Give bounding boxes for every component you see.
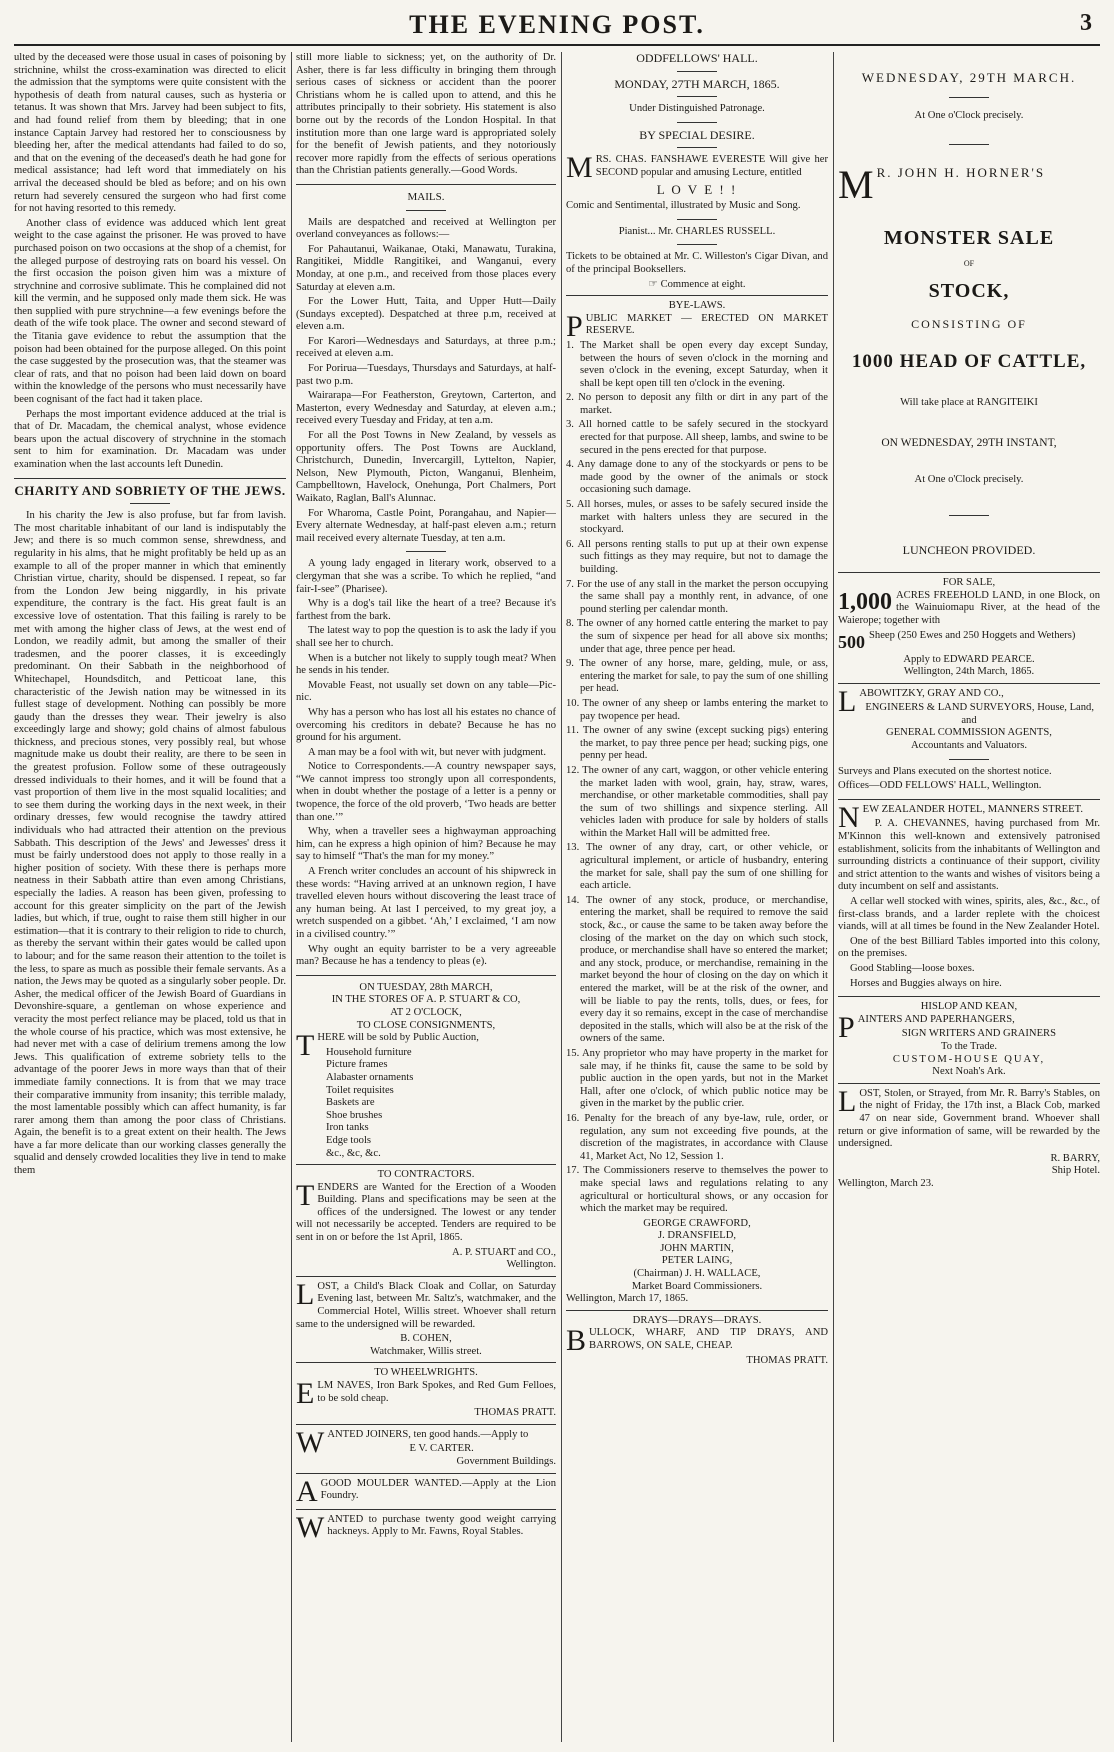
- for-sale-heading: FOR SALE,: [942, 577, 996, 589]
- hotel-horses: Horses and Buggies always on hire.: [850, 977, 1002, 989]
- contractors-ad: [296, 1169, 556, 1277]
- hotel-text: P. A. CHEVANNES, having purchased from Mr. M'Kinnon this well-known and extensively patronised establishment, solicits from the inhabitants of Wellington and surrounding districts a continuance of their support, civility and strict attention to the wants and wishes of visitors being a duty incumbent on self and assistants.: [838, 818, 1100, 893]
- hotel-cellar: A cellar well stocked with wines, spirits, ales, &c., &c., of first-class brands, and a larder replete with the choicest viands, will at all times be found in the New Zealander Hotel.: [838, 896, 1100, 933]
- land-text: ACRES FREEHOLD LAND, in one Block, on the Wainuiomapu River, at the head of the Waierope; together with: [838, 589, 1100, 626]
- misc-item: A French writer concludes an account of his shipwreck in these words: “Having arrived at an unknown region, I have travelled eleven hours without discovering the least trace of any human being. At last I perceived, to my great joy, a wretch suspended on a gibbet. ‘Ah,’ I exclaimed, ‘I am now in a civilised country.’”: [296, 866, 556, 940]
- wheelwrights-signature: THOMAS PRATT.: [474, 1407, 556, 1419]
- sale-date: WEDNESDAY, 29TH MARCH.: [861, 70, 1077, 85]
- miscellany: [296, 558, 556, 968]
- land-apply-date: Wellington, 24th March, 1865.: [903, 666, 1035, 678]
- article-paragraph: In his charity the Jew is also profuse, but far from lavish. The most charitable inhabitant of our land is indisputably the Jew; and there is so much common sense, shrewdness, and regularity in his alms, that he might profitably be held up as an example to all of the proper manner in which that eminently Christian virtue, charity, should be dispensed. I repeat, so far from the London Jew being niggardly, in his private expenditure, the contrary is the fact. His great fault is an excessive love of ostentation. That this failing is rarely to be met with among the higher class of Jews, at the west end of London, we readily admit, but among the smaller of their tradesmen, and the poorer classes, it is exceedingly predominant. On their Sabbath in the neighborhood of Whitechapel, Houndsditch, and Petticoat lane, this characteristic of the Jewish nation may be witnessed in its fullest stage of development. Nothing can possibly be more gaudy than the dresses they wear. Their jewelry is also exceedingly large and showy; gold chains of almost fabulous thickness, and precious stones, very possibly real, but whose magnitude make us doubt their reality, are there to be seen in the greatest profusion. Follow some of these outrageously dressed individuals to their homes, and it will be found that a vast proportion of them live in the most squalid localities; and to see them during the working days in the next week, in their ordinary dresses, few would recognise the tawdry attired individuals who had attracted their attention on the previous Sabbath. This description of the Jews' and Jewesses' dress it must be fairly understood does not apply to those really in a higher position of society. With these there is perhaps more neatness in their Sabbath attire than even among Christians, especially the ladies. A reason has been given, professing to account for this greater simplicity on the part of the Jewish ladies, but which, if true, ought to raise them still higher in our estimation—that it is contrary to their religion to ride to church, as thereby the servant within their gates would be called upon to labour; and for the same reason their attention to the toilet is the less, to spare as much as possible their female servants. As a nation, the Jews may be quoted as a singularly sober people. Dr. Asher, the medical officer of the Jewish Board of Guardians in Devonshire-square, a gentleman on whose experience and veracity the most perfect reliance may be placed, told us that in the whole course of his practice, which was most extensive, he had never met with a case of delirium tremens among the low Jews. This qualification of extreme sobriety tells to the advantage of the poorer Jews in more ways than that of their immediate family connections. It is from that we may trace their comparative immunity from insanity; this terrible malady, the most lamentable possibly which can affect humanity, is far rarer among them than among the poor class of Christians. Again, the benefit is to a great extent on their health. The Jews have a far more delicate than our working classes generally the squalid and densely crowded localities they live in tend to make them: [14, 510, 286, 1177]
- lost-cloak-signature: B. COHEN,: [400, 1333, 452, 1345]
- mails-entry: For all the Post Towns in New Zealand, by vessels as opportunity offers. The Post Towns are Auckland, Christchurch, Dunedin, Invercargill, Lyttelton, Napier, Nelson, New Plymouth, Picton, Wanganui, Blenheim, Campbelltown, Havelock, Onehunga, Port Chalmers, Port Waikato, Raglan, Ball's Alunnac.: [296, 430, 556, 504]
- firm-commission: GENERAL COMMISSION AGENTS,: [886, 727, 1052, 739]
- hackneys-ad: [296, 1510, 556, 1544]
- column-4: [838, 52, 1100, 1742]
- divider: [296, 975, 556, 976]
- misc-item: A young lady engaged in literary work, observed to a clergyman that she was a scribe. To which he replied, “and fair-I-see” (Pharisee).: [296, 558, 556, 595]
- auction-time: AT 2 O'CLOCK,: [390, 1006, 462, 1018]
- sale-time: At One o'Clock precisely.: [914, 109, 1024, 121]
- dropcap: L: [838, 684, 857, 718]
- bylaw-item: 11. The owner of any swine (except sucking pigs) entering the market, to pay three pence per head; sucking pigs, one penny per head.: [566, 725, 828, 762]
- divider: [14, 478, 286, 479]
- bylaw-item: 16. Penalty for the breach of any bye-law, rule, order, or regulation, any sum not exceeding five pounds, at the discretion of the magistrates, in accordance with Clause 41, Market Act, No 12, Session 1.: [566, 1112, 828, 1162]
- monster-sale-ad: [838, 52, 1100, 573]
- dropcap: W: [296, 1510, 325, 1544]
- misc-item: When is a butcher not likely to supply tough meat? When he sends in his tender.: [296, 652, 556, 677]
- lost-cloak-text: OST, a Child's Black Cloak and Collar, on Saturday Evening last, between Mr. Saltz's, watchmaker, and the Commercial Hotel, Willis street. Whoever shall return same to the undersigned will be rewarded.: [296, 1280, 556, 1330]
- lecture-text: RS. CHAS. FANSHAWE EVERESTE Will give her SECOND popular and amusing Lecture, entitled: [595, 154, 828, 178]
- contractors-signature: A. P. STUART and CO.,: [452, 1246, 556, 1258]
- lost-cloak-ad: [296, 1277, 556, 1364]
- painters-ad: [838, 1001, 1100, 1084]
- column-divider: [833, 52, 834, 1742]
- dropcap: M: [566, 151, 593, 185]
- sale-day: ON WEDNESDAY, 29TH INSTANT,: [881, 437, 1057, 450]
- article-heading: CHARITY AND SOBRIETY OF THE JEWS.: [14, 482, 286, 498]
- signer-date: Wellington, March 17, 1865.: [566, 1293, 689, 1305]
- joiners-text: ANTED JOINERS, ten good hands.—Apply to: [327, 1428, 529, 1440]
- bylaw-item: 3. All horned cattle to be safely secured in the stockyard erected for that purpose. All sheep, lambs, and swine to be secured in the pens erected for that purpose.: [566, 419, 828, 456]
- auction-items: [296, 1047, 556, 1160]
- signer: PETER LAING,: [661, 1255, 733, 1267]
- mails-entry: Mails are despatched and received at Wellington per overland conveyances as follows:—: [296, 216, 556, 241]
- column-divider: [561, 52, 562, 1742]
- lost-cob-ad: [838, 1084, 1100, 1191]
- auction-item: Household furniture: [326, 1046, 412, 1058]
- painters-trade: To the Trade.: [940, 1040, 998, 1052]
- auction-ad: [296, 982, 556, 1165]
- column-3: [566, 52, 828, 1742]
- hotel-heading: EW ZEALANDER HOTEL, MANNERS STREET.: [862, 803, 1083, 815]
- joiners-signature: E V. CARTER.: [409, 1443, 474, 1455]
- market-heading: UBLIC MARKET — ERECTED ON MARKET RESERVE.: [585, 312, 828, 337]
- tickets-info: Tickets to be obtained at Mr. C. Willeston's Cigar Divan, and of the principal Booksellers.: [566, 251, 828, 275]
- divider: [406, 210, 446, 211]
- article-paragraph: ulted by the deceased were those usual in cases of poisoning by strichnine, whilst the cross-examination was directed to elicit the admission that the symptoms were quite consistent with the hypothesis of death from natural causes, such as hysteria or tetanus. It was shown that Mrs. Jarvey had been subject to fits, and had found relief from them by bleeding; that in one instance Captain Jarvey had restored her to consciousness by bleeding her, after the medical attendants had failed to do so, and that on the evening of the deceased's death he had gone for medical assistance; had left word that immediately on his arrival the deceased should be bled as before; and on his own return had severely censured the surgeon who had first come for not having resorted to this remedy.: [14, 52, 286, 215]
- lost-cob-date: Wellington, March 23.: [838, 1177, 934, 1189]
- auction-purpose: TO CLOSE CONSIGNMENTS,: [356, 1019, 496, 1031]
- article-paragraph: Another class of evidence was adduced which lent great weight to the case against the prisoner. He was proved to have purchased poison on two occasions at the shop of a chemist, for the alleged purpose of destroying rats on board his vessel. On the first occasion the poison given him was a mixture of strychnine and corrosive sublimate. This he complained did not kill the vermin, and he supposed only made them sick. He was then supplied with pure strychnine—a few evenings before the death of the wife took place. The owner and second steward of the Titania gave evidence to rebut the assumption that the poison had been obtained for the purpose alleged. On this point the case suggested by the prosecution was, that the steamer was clear of rats, and that no poison had been laid down on board within the knowledge of the persons who must necessarily have been cognisant of the fact had it taken place.: [14, 217, 286, 406]
- lost-cob-signature-2: Ship Hotel.: [1051, 1165, 1100, 1177]
- dropcap: A: [296, 1474, 318, 1508]
- divider: [677, 71, 717, 72]
- commence-time: ☞ Commence at eight.: [648, 278, 746, 290]
- hotel-billiard: One of the best Billiard Tables imported into this colony, on the premises.: [838, 935, 1100, 960]
- misc-item: Notice to Correspondents.—A country newspaper says, “We cannot impress too strongly upon all correspondents, when in doubt whether the postage of a letter is a penny or twopence, the force of the old proverb, ‘Two heads are better than one.’”: [296, 761, 556, 823]
- lost-cob-signature: R. BARRY,: [1050, 1152, 1100, 1164]
- painters-firm: HISLOP AND KEAN,: [920, 1001, 1018, 1013]
- dropcap: B: [566, 1324, 587, 1358]
- bylaw-item: 14. The owner of any stock, produce, or merchandise, entering the market, shall be required to remove the said stock, &c., or cause the same to be taken away before the closing of the market on the day on which such stock, produce, or merchandise shall have so entered the market; and any stock, produce, or merchandise, remaining in the market beyond the hour of closing on the day on which it entered the market, will be at the risk of the owner, and will be liable to pay the rents, tolls, dues, or fees, for every day it so remains, except in the case of merchandise deposited in the stalls, which will also be at the risk of the owners of the same.: [566, 894, 828, 1045]
- misc-item: Movable Feast, not usually set down on any table—Pic-nic.: [296, 679, 556, 704]
- newspaper-title: THE EVENING POST.: [409, 10, 705, 39]
- bylaws-heading: BYE-LAWS.: [668, 300, 726, 312]
- firm-accountants: Accountants and Valuators.: [910, 740, 1027, 752]
- land-sale-ad: [838, 577, 1100, 684]
- dropcap: L: [296, 1277, 315, 1311]
- dropcap: M: [838, 162, 874, 208]
- dropcap: P: [838, 1010, 855, 1044]
- drays-signature: THOMAS PRATT.: [746, 1354, 828, 1366]
- bylaw-item: 17. The Commissioners reserve to themselves the power to make special laws and regulations relating to any agricultural or horticultural shows, or any occasion for which the market may be required.: [566, 1165, 828, 1215]
- contractors-text: ENDERS are Wanted for the Erection of a Wooden Building. Plans and specifications may be seen at the offices of the undersigned. The lowest or any tender will not necessarily be accepted. Tenders are required to be sent in on or before the 1st April, 1865.: [296, 1181, 556, 1244]
- moulder-text: GOOD MOULDER WANTED.—Apply at the Lion Foundry.: [320, 1477, 556, 1502]
- bylaws-signers: [566, 1218, 828, 1311]
- masthead-rule: [14, 44, 1100, 46]
- painters-quay: CUSTOM-HOUSE QUAY,: [892, 1053, 1046, 1065]
- drays-text: ULLOCK, WHARF, AND TIP DRAYS, AND BARROWS, ON SALE, CHEAP.: [589, 1327, 828, 1352]
- sale-place: Will take place at RANGITEIKI: [900, 396, 1038, 408]
- pointing-hand-icon: ☞: [648, 278, 661, 290]
- auction-item: Shoe brushes: [326, 1109, 383, 1121]
- divider: [677, 219, 717, 220]
- misc-item: Why has a person who has lost all his estates no chance of overcoming his creditors in debate? Because he has no ground for his argument.: [296, 706, 556, 744]
- misc-item: Why is a dog's tail like the heart of a tree? Because it's farthest from the bark.: [296, 598, 556, 622]
- patronage: Under Distinguished Patronage.: [629, 103, 765, 115]
- luncheon: LUNCHEON PROVIDED.: [902, 542, 1036, 557]
- dropcap: T: [296, 1178, 315, 1212]
- sale-cattle: 1000 HEAD OF CATTLE,: [851, 351, 1087, 373]
- sale-time-2: At One o'Clock precisely.: [914, 473, 1024, 485]
- bylaws-list: [566, 340, 828, 1216]
- dropcap: W: [296, 1425, 325, 1459]
- lecture-title: L O V E ! !: [656, 181, 738, 197]
- divider: [130, 503, 170, 504]
- article-paragraph: Perhaps the most important evidence adduced at the trial is that of Dr. Macadam, the chemical analyst, whose evidence bears upon the actual discovery of strychnine in the stomach sent to him for examination. Dr. Macadam was under examination when the last accounts left Dunedin.: [14, 408, 286, 470]
- lost-cloak-signature-2: Watchmaker, Willis street.: [370, 1345, 482, 1357]
- mails-list: [296, 217, 556, 546]
- auction-item: Edge tools: [326, 1134, 372, 1146]
- hall-name: ODDFELLOWS' HALL.: [636, 52, 758, 65]
- special-desire: BY SPECIAL DESIRE.: [639, 127, 755, 142]
- hotel-stabling: Good Stabling—loose boxes.: [850, 962, 975, 974]
- divider: [677, 147, 717, 148]
- divider: [949, 97, 989, 98]
- land-apply: Apply to EDWARD PEARCE.: [903, 653, 1035, 665]
- signer: GEORGE CRAWFORD,: [643, 1217, 751, 1229]
- bylaw-item: 7. For the use of any stall in the market the person occupying the same shall pay a monthly rent, in advance, of one pound sterling per calendar month.: [566, 578, 828, 615]
- contractors-place: Wellington.: [506, 1259, 556, 1271]
- joiners-signature-2: Government Buildings.: [456, 1455, 556, 1467]
- signer: (Chairman) J. H. WALLACE,: [633, 1268, 761, 1280]
- moulder-ad: [296, 1474, 556, 1510]
- surveyors-ad: [838, 684, 1100, 800]
- drays-ad: [566, 1315, 828, 1367]
- bylaw-item: 5. All horses, mules, or asses to be safely secured inside the market with halters unless they are secured in the stockyard.: [566, 499, 828, 536]
- sheep-number: 500: [838, 631, 865, 652]
- hackneys-text: ANTED to purchase twenty good weight carrying hackneys. Apply to Mr. Fawns, Royal Stables.: [327, 1513, 556, 1538]
- hotel-ad: [838, 800, 1100, 997]
- mails-entry: Wairarapa—For Featherston, Greytown, Carterton, and Masterton, every Wednesday and Saturday, at eleven a.m.; received every Tuesday and Friday, at ten a.m.: [296, 390, 556, 427]
- sale-consisting: CONSISTING OF: [911, 316, 1027, 331]
- bylaw-item: 15. Any proprietor who may have property in the market for sale may, if he thinks fit, cause the same to be sold by public auction in the open yards, but not in the Market Hall, after one o'clock, of which public notice may be given in the market by the public crier.: [566, 1047, 828, 1110]
- bylaw-item: 6. All persons renting stalls to put up at their own expense such fittings as they may require, but not to damage the building.: [566, 538, 828, 575]
- divider: [949, 144, 989, 145]
- auction-item: &c., &c, &c.: [326, 1147, 381, 1159]
- bylaw-item: 4. Any damage done to any of the stockyards or pens to be made good by the owner of the animals or stock occasioning such damage.: [566, 459, 828, 496]
- drays-heading: DRAYS—DRAYS—DRAYS.: [632, 1314, 762, 1326]
- signer: JOHN MARTIN,: [660, 1242, 734, 1254]
- lecture-date: MONDAY, 27TH MARCH, 1865.: [614, 76, 780, 91]
- auction-intro: HERE will be sold by Public Auction,: [317, 1032, 479, 1044]
- divider: [949, 759, 989, 760]
- auction-item: Picture frames: [326, 1059, 388, 1071]
- misc-item: Why ought an equity barrister to be a very agreeable man? Because he has a tendency to pleas (e).: [296, 943, 556, 968]
- painters-heading: AINTERS AND PAPERHANGERS,: [857, 1013, 1015, 1025]
- auction-item: Alabaster ornaments: [326, 1071, 414, 1083]
- divider: [296, 184, 556, 185]
- misc-item: A man may be a fool with wit, but never with judgment.: [308, 746, 547, 758]
- wheelwrights-heading: TO WHEELWRIGHTS.: [374, 1367, 478, 1379]
- painters-noah: Next Noah's Ark.: [932, 1066, 1006, 1078]
- article-paragraph: still more liable to sickness; yet, on the authority of Dr. Asher, there is far less difficulty in bringing them through serious cases of sickness or accident than the poorer Christians whom he is called upon to attend, and this he attributes principally to their sobriety. His statement is also borne out by the records of the London Hospital. In that institution more than one large ward is appropriated solely for the benefit of Jewish patients, and they notoriously recover more rapidly from the effects of serious operations than the Christian patients generally.—Good Words.: [296, 52, 556, 177]
- misc-item: Why, when a traveller sees a highwayman approaching him, can he express a high opinion of him? Because he may say to himself “That's the man for my money.”: [296, 826, 556, 863]
- auction-item: Baskets are: [326, 1097, 375, 1109]
- bylaw-item: 8. The owner of any horned cattle entering the market to pay the sum of sixpence per head for all above six months; under that age, three pence per head.: [566, 618, 828, 655]
- wheelwrights-ad: [296, 1367, 556, 1424]
- column-1: [14, 52, 286, 1742]
- misc-item: The latest way to pop the question is to ask the lady if you shall see her to church.: [296, 625, 556, 649]
- sale-stock: STOCK,: [928, 279, 1010, 302]
- dropcap: E: [296, 1377, 315, 1410]
- lost-cob-text: OST, Stolen, or Strayed, from Mr. R. Barry's Stables, on the night of Friday, the 17th inst, a Black Cob, marked 47 on near side, Government brand. Whoever shall return or give information of same, will be rewarded by the undersigned.: [838, 1087, 1100, 1150]
- bylaw-item: 9. The owner of any horse, mare, gelding, mule, or ass, entering the market for sale, to pay the sum of one shilling per head.: [566, 658, 828, 695]
- dropcap: P: [566, 309, 583, 343]
- auction-item: Iron tanks: [326, 1122, 369, 1134]
- firm-surveys: Surveys and Plans executed on the shortest notice.: [838, 765, 1052, 777]
- painters-sign: SIGN WRITERS AND GRAINERS: [901, 1028, 1056, 1040]
- mails-entry: For the Lower Hutt, Taita, and Upper Hutt—Daily (Sundays excepted). Despatched at three p.m, received at eleven a.m.: [296, 296, 556, 333]
- mails-entry: For Porirua—Tuesdays, Thursdays and Saturdays, at half-past two p.m.: [296, 363, 556, 387]
- lecture-ad: [566, 52, 828, 296]
- dropcap: L: [838, 1084, 857, 1118]
- auction-item: Toilet requisites: [326, 1084, 394, 1096]
- auction-date: ON TUESDAY, 28th MARCH,: [359, 981, 493, 993]
- divider: [677, 96, 717, 97]
- firm-offices: Offices—ODD FELLOWS' HALL, Wellington.: [838, 780, 1042, 792]
- land-number: 1,000: [838, 588, 892, 615]
- page-number: 3: [1080, 10, 1092, 36]
- auction-location: IN THE STORES OF A. P. STUART & CO,: [331, 994, 521, 1006]
- masthead: [0, 0, 1114, 44]
- signer: J. DRANSFIELD,: [658, 1230, 736, 1242]
- mails-heading: MAILS.: [407, 190, 445, 203]
- signer: Market Board Commissioners.: [631, 1280, 763, 1292]
- divider: [406, 551, 446, 552]
- mails-entry: For Pahautanui, Waikanae, Otaki, Manawatu, Turakina, Rangitikei, Middle Rangitikei, and Wanganui, every Monday, at one p.m., and received from those places every Saturday at eleven a.m.: [296, 243, 556, 293]
- column-2: [296, 52, 556, 1742]
- divider: [949, 515, 989, 516]
- sale-title: MONSTER SALE: [883, 226, 1055, 249]
- mails-entry: For Wharoma, Castle Point, Porangahau, and Napier—Every alternate Wednesday, at half-past eleven a.m.; return mail received every alternate Tuesday, at ten a.m.: [296, 507, 556, 544]
- column-divider: [291, 52, 292, 1742]
- dropcap: N: [838, 800, 860, 834]
- divider: [677, 122, 717, 123]
- sheep-text: Sheep (250 Ewes and 250 Hoggets and Wethers): [869, 629, 1076, 641]
- mails-entry: For Karori—Wednesdays and Saturdays, at three p.m.; received at eleven a.m.: [296, 335, 556, 360]
- bylaw-item: 13. The owner of any dray, cart, or other vehicle, or agricultural implement, or article of husbandry, entering the market for sale, shall pay the sum of one shilling for each article.: [566, 842, 828, 892]
- joiners-ad: [296, 1425, 556, 1474]
- lecture-description: Comic and Sentimental, illustrated by Music and Song.: [566, 200, 801, 212]
- auctioneer-name: R. JOHN H. HORNER'S: [876, 165, 1046, 181]
- firm-services: ENGINEERS & LAND SURVEYORS, House, Land, and: [865, 702, 1094, 726]
- bylaw-item: 12. The owner of any cart, waggon, or other vehicle entering the market laden with wool, grain, hay, straw, wares, merchandise, or other marketable commodities, shall pay the sum of two shillings and sixpence sterling. All vehicles laden with produce for sale by holders of stalls within the Market Hall will be admitted free.: [566, 764, 828, 839]
- firm-name: ABOWITZKY, GRAY AND CO.,: [859, 687, 1004, 699]
- divider: [677, 244, 717, 245]
- sale-of: OF: [963, 259, 975, 269]
- bylaw-item: 1. The Market shall be open every day except Sunday, between the hours of seven o'clock in the morning and seven o'clock in the evening, except Saturday, when it shall be kept open till ten o'clock in the evening.: [566, 339, 828, 389]
- bylaw-item: 2. No person to deposit any filth or dirt in any part of the market.: [566, 392, 828, 416]
- bylaw-item: 10. The owner of any sheep or lambs entering the market to pay twopence per head.: [566, 697, 828, 722]
- wheelwrights-text: LM NAVES, Iron Bark Spokes, and Red Gum Felloes, to be sold cheap.: [317, 1380, 556, 1404]
- pianist: Pianist... Mr. CHARLES RUSSELL.: [618, 225, 776, 237]
- contractors-heading: TO CONTRACTORS.: [377, 1169, 475, 1181]
- dropcap: T: [296, 1029, 315, 1063]
